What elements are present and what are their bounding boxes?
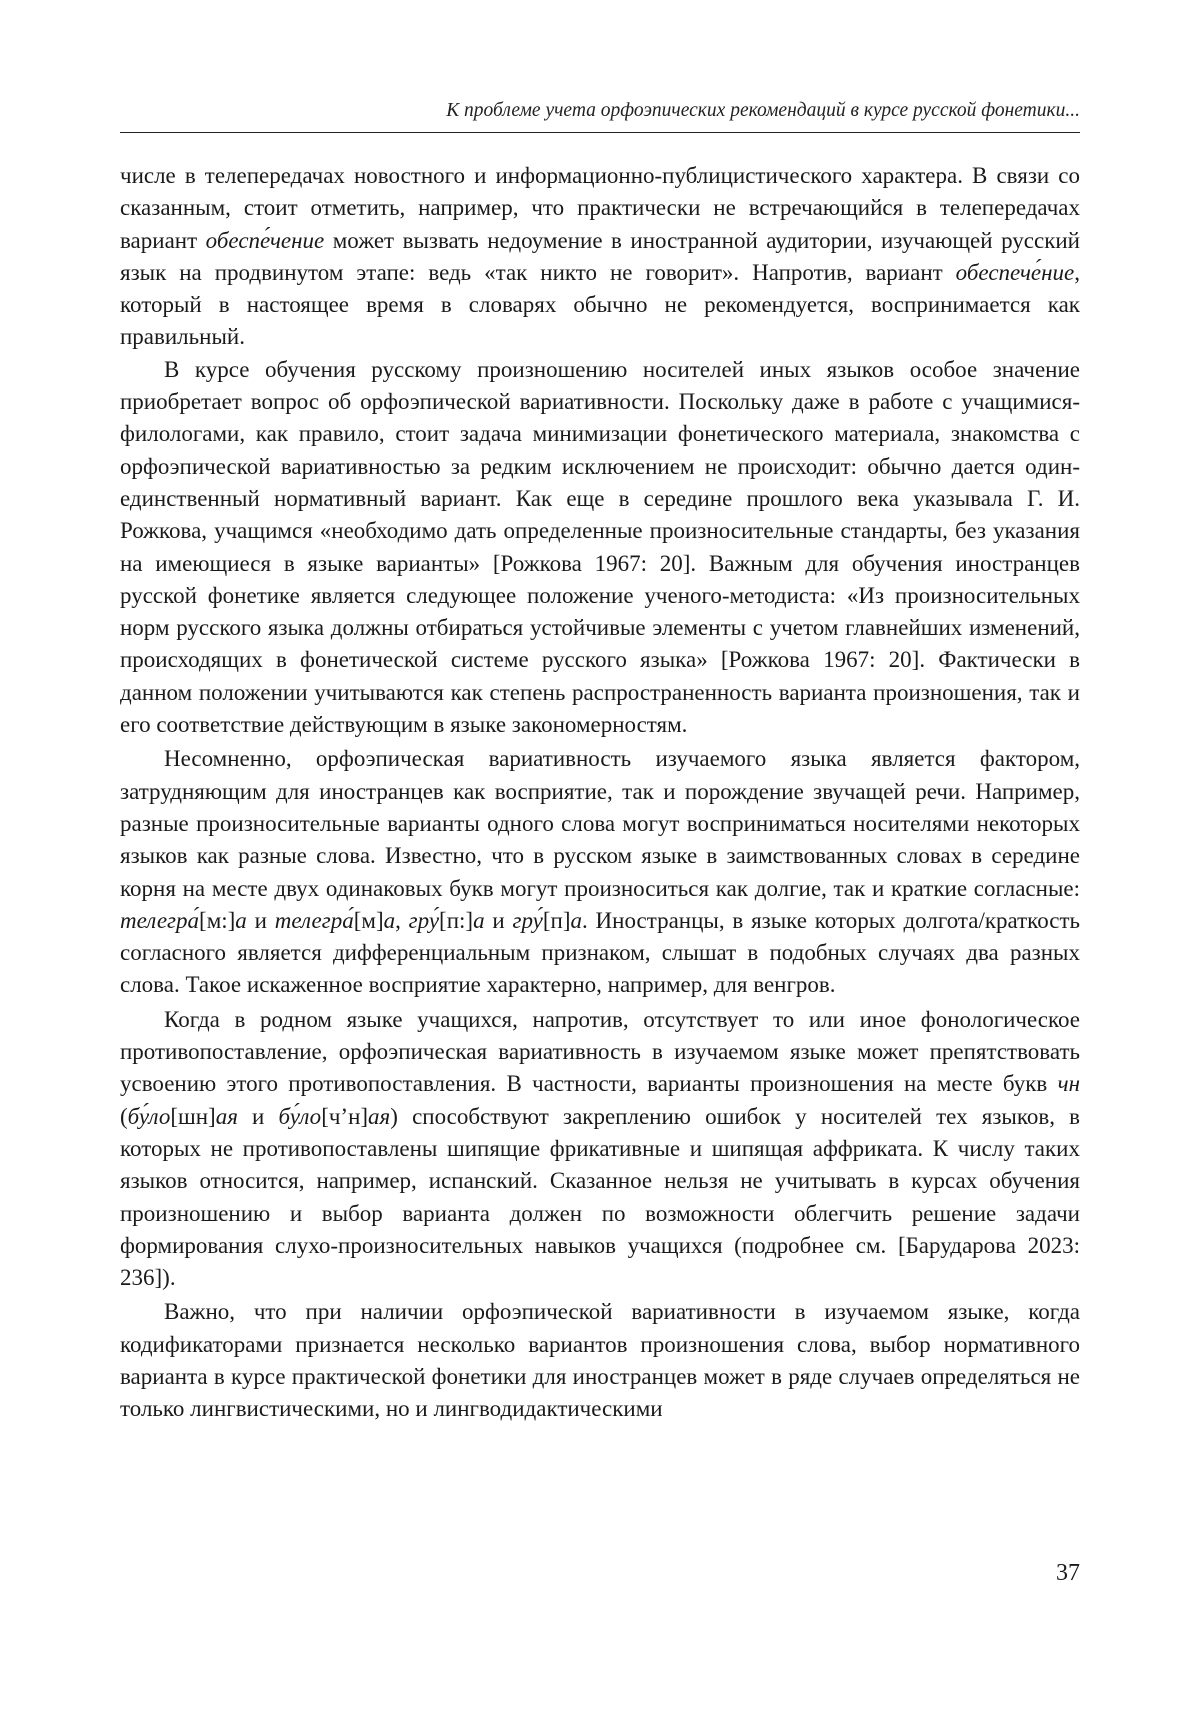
- paragraph-1: [120, 160, 1080, 354]
- italic-term: а: [235, 907, 247, 933]
- text-run: ,: [395, 907, 409, 933]
- text-run: . Иностранцы, в языке которых долгота/краткость согласного является дифференциальным признаком, слышат в подобных случаях два разных слова. Такое искаженное восприятие характерно, например, для венгров.: [120, 907, 1081, 998]
- italic-term: чн: [1057, 1071, 1080, 1097]
- text-run: В курсе обучения русскому произношению носителей иных языков особое значение приобретает вопрос об орфоэпической вариативности. Поскольку даже в работе с учащимися-филологами, как правило, стоит задача минимизации фонетического материала, знакомства с орфоэпической вариативностью за редким исключением не происходит: обычно дается один-единственный нормативный вариант. Как еще в середине прошлого века указывала Г. И. Рожкова, учащимся «необходимо дать определенные произносительные стандарты, без указания на имеющиеся в языке варианты» [Рожкова 1967: 20]. Важным для обучения иностранцев русской фонетике является следующее положение ученого-методиста: «Из произносительных норм русского языка должны отбираться устойчивые элементы с учетом главнейших изменений, происходящих в фонетической системе русского языка» [Рожкова 1967: 20]. Фактически в данном положении учитываются как степень распространенность варианта произношения, так и его соответствие действующим в языке закономерностям.: [120, 356, 1080, 738]
- text-run: и: [484, 907, 513, 933]
- italic-term: а: [473, 907, 485, 933]
- text-run: числе в телепередачах новостного и информационно-публицистического характера. В связи со сказанным, стоит отметить, например, что практически не встречающийся в телепередачах вариант: [120, 163, 1080, 253]
- header-rule: [120, 132, 1080, 133]
- text-run: Когда в родном языке учащихся, напротив, отсутствует то или иное фонологическое противопоставление, орфоэпическая вариативность в изучаемом языке может препятствовать усвоению этого противопоставления. В частности, варианты произношения на месте букв: [120, 1006, 1080, 1097]
- running-header: К проблеме учета орфоэпических рекомендаций в курсе русской фонетики...: [446, 100, 1080, 121]
- text-run: [п]: [542, 907, 571, 933]
- paragraph-3: [120, 743, 1080, 1001]
- italic-term: а: [570, 907, 583, 933]
- text-run: (: [120, 1103, 128, 1129]
- paragraph-4: [120, 1004, 1080, 1295]
- text-run: и: [246, 907, 275, 933]
- text-run: ) способствуют закреплению ошибок у носителей тех языков, в которых не противопоставлены шипящие фрикативные и шипящая аффриката. К числу таких языков относится, например, испанский. Сказанное нельзя не учитывать в курсах обучения произношению и выбор варианта должен по возможности облегчить решение задачи формирования слухо-произносительных навыков учащихся (подробнее см. [Барударова 2023: 236]).: [120, 1103, 1080, 1291]
- italic-term: ая: [215, 1103, 238, 1129]
- article-body: [120, 160, 1080, 1426]
- paragraph-2: [120, 354, 1080, 742]
- text-run: Важно, что при наличии орфоэпической вариативности в изучаемом языке, когда кодификаторами признается несколько вариантов произношения слова, выбор нормативного варианта в курсе практической фонетики для иностранцев может в ряде случаев определяться не только лингвистическими, но и лингводидактическими: [120, 1299, 1080, 1422]
- text-run: [шн]: [170, 1103, 216, 1129]
- italic-term: обеспече́ние: [955, 259, 1075, 285]
- italic-term: гру́: [512, 907, 543, 933]
- text-run: [м:]: [199, 907, 236, 933]
- italic-term: обеспе́чение: [205, 227, 325, 253]
- italic-term: ая: [368, 1103, 391, 1129]
- text-run: может вызвать недоумение в иностранной аудитории, изучающей русский язык на продвинутом этапе: ведь «так никто не говорит». Напротив, вариант: [120, 227, 1080, 285]
- italic-term: бу́ло: [127, 1103, 171, 1129]
- italic-term: а: [383, 907, 396, 933]
- text-run: [п:]: [439, 907, 474, 933]
- italic-term: телегра́: [274, 907, 354, 933]
- italic-term: бу́ло: [278, 1103, 322, 1129]
- italic-term: телегра́: [120, 907, 200, 933]
- text-run: Несомненно, орфоэпическая вариативность изучаемого языка является фактором, затрудняющим для иностранцев как восприятие, так и порождение звучащей речи. Например, разные произносительные варианты одного слова могут восприниматься носителями некоторых языков как разные слова. Известно, что в русском языке в заимствованных словах в середине корня на месте двух одинаковых букв могут произноситься как долгие, так и краткие согласные:: [120, 746, 1080, 901]
- text-run: [м]: [353, 907, 384, 933]
- italic-term: гру́: [408, 907, 440, 933]
- paragraph-5: [120, 1296, 1080, 1425]
- text-run: [ч’н]: [321, 1103, 369, 1129]
- page-number: 37: [1056, 1560, 1080, 1586]
- text-run: , который в настоящее время в словарях обычно не рекомендуется, воспринимается как правильный.: [120, 259, 1080, 350]
- text-run: и: [237, 1103, 279, 1129]
